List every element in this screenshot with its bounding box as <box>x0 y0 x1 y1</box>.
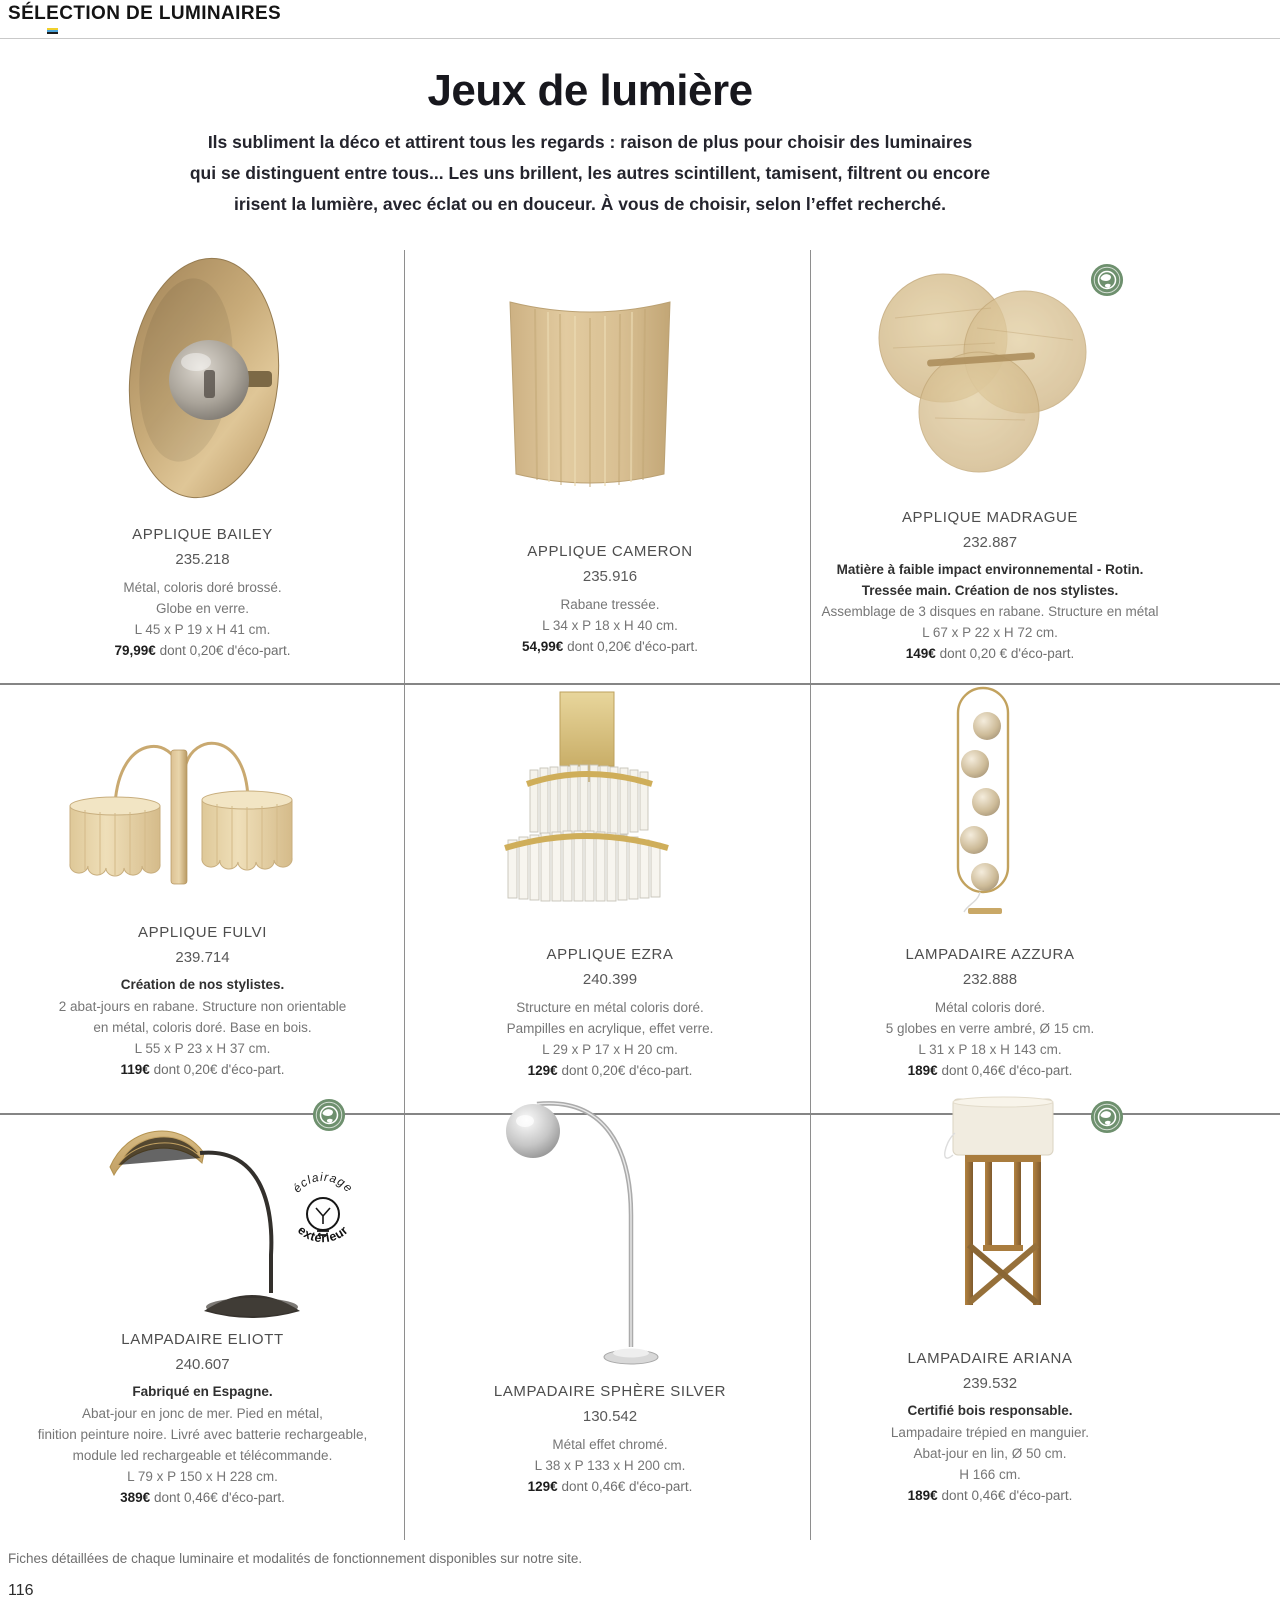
intro-line: Ils subliment la déco et attirent tous les regards : raison de plus pour choisir des luminaires <box>207 132 973 152</box>
product-desc: 2 abat-jours en rabane. Structure non orientable <box>58 998 347 1014</box>
applique-bailey-photo <box>112 252 297 504</box>
product-ref: 235.218 <box>175 551 230 568</box>
product-card-ariana <box>815 1350 1165 1507</box>
applique-fulvi-photo <box>52 698 307 890</box>
product-highlight: Matière à faible impact environnemental - Rotin. <box>836 562 1144 577</box>
product-price: 79,99€ dont 0,20€ d'éco-part. <box>114 643 291 658</box>
product-desc: Métal, coloris doré brossé. <box>123 580 282 595</box>
grid-horizontal-divider <box>0 683 1280 685</box>
product-ref: 232.887 <box>962 534 1018 551</box>
product-dimensions: L 34 x P 18 x H 40 cm. <box>542 618 678 633</box>
product-dimensions: L 29 x P 17 x H 20 cm. <box>542 1042 678 1057</box>
product-desc: Abat-jour en lin, Ø 50 cm. <box>913 1445 1067 1461</box>
intro-line: qui se distinguent entre tous... Les uns brillent, les autres scintillent, tamisent, filtrent ou encore <box>189 163 991 183</box>
outdoor-lighting-icon <box>283 1158 363 1258</box>
product-desc: module led rechargeable et télécommande. <box>72 1447 333 1463</box>
product-desc: Rabane tressée. <box>560 597 660 612</box>
lampadaire-eliott-photo <box>100 1095 300 1330</box>
product-card-bailey <box>15 526 390 662</box>
product-name: APPLIQUE FULVI <box>138 924 267 941</box>
product-name: APPLIQUE EZRA <box>546 946 674 963</box>
product-dimensions: L 55 x P 23 x H 37 cm. <box>134 1040 271 1056</box>
intro-line: irisent la lumière, avec éclat ou en douceur. À vous de choisir, selon l’effet recherché. <box>234 194 946 214</box>
product-dimensions: H 166 cm. <box>959 1466 1021 1482</box>
product-name: LAMPADAIRE ARIANA <box>907 1350 1073 1367</box>
product-price: 149€ dont 0,20 € d'éco-part. <box>905 646 1075 661</box>
product-desc: Globe en verre. <box>155 601 250 616</box>
product-card-sphere-silver <box>415 1383 805 1498</box>
product-card-fulvi <box>15 924 390 1081</box>
svg-text:éclairage: éclairage <box>289 1169 357 1196</box>
product-desc: finition peinture noire. Livré avec batterie rechargeable, <box>37 1426 368 1442</box>
product-desc: en métal, coloris doré. Base en bois. <box>93 1019 312 1035</box>
product-price: 129€ dont 0,46€ d'éco-part. <box>527 1479 693 1494</box>
product-card-cameron <box>415 543 805 658</box>
product-price: 189€ dont 0,46€ d'éco-part. <box>907 1487 1073 1503</box>
product-name: APPLIQUE CAMERON <box>527 543 693 560</box>
product-card-ezra <box>415 946 805 1082</box>
product-ref: 240.399 <box>582 971 638 988</box>
product-desc: Lampadaire trépied en manguier. <box>890 1424 1090 1440</box>
product-desc: Assemblage de 3 disques en rabane. Structure en métal <box>821 604 1159 619</box>
lampadaire-ariana-photo <box>925 1093 1080 1333</box>
product-highlight: Fabriqué en Espagne. <box>132 1384 273 1399</box>
product-desc: Métal coloris doré. <box>934 1000 1046 1015</box>
intro-paragraph <box>0 127 1180 220</box>
product-ref: 232.888 <box>962 971 1018 988</box>
product-desc: Abat-jour en jonc de mer. Pied en métal, <box>82 1405 323 1421</box>
lampadaire-azzura-photo <box>930 682 1036 918</box>
product-desc: Pampilles en acrylique, effet verre. <box>506 1021 714 1036</box>
product-price: 189€ dont 0,46€ d'éco-part. <box>907 1063 1073 1078</box>
product-dimensions: L 38 x P 133 x H 200 cm. <box>534 1458 686 1473</box>
product-highlight: Création de nos stylistes. <box>120 977 285 992</box>
product-desc: Métal effet chromé. <box>552 1437 668 1452</box>
product-name: LAMPADAIRE SPHÈRE SILVER <box>493 1383 727 1400</box>
product-dimensions: L 79 x P 150 x H 228 cm. <box>127 1468 278 1484</box>
product-name: APPLIQUE BAILEY <box>132 526 273 543</box>
header-divider <box>0 38 1280 39</box>
page-title: Jeux de lumière <box>427 66 753 115</box>
applique-cameron-photo <box>500 276 680 496</box>
lampadaire-sphere-silver-photo <box>483 1095 683 1385</box>
print-registration-mark <box>47 28 58 34</box>
product-ref: 239.714 <box>175 949 230 966</box>
product-card-azzura <box>815 946 1165 1082</box>
product-dimensions: L 67 x P 22 x H 72 cm. <box>922 625 1058 640</box>
product-name: LAMPADAIRE AZZURA <box>905 946 1075 963</box>
product-dimensions: L 45 x P 19 x H 41 cm. <box>134 622 271 637</box>
product-desc: Structure en métal coloris doré. <box>516 1000 704 1015</box>
footer-note: Fiches détaillées de chaque luminaire et modalités de fonctionnement disponibles sur notre site. <box>8 1551 583 1566</box>
product-price: 389€ dont 0,46€ d'éco-part. <box>120 1489 285 1505</box>
svg-text:extérieur: extérieur <box>295 1222 351 1246</box>
product-dimensions: L 31 x P 18 x H 143 cm. <box>918 1042 1062 1057</box>
product-highlight: Tressée main. Création de nos stylistes. <box>861 582 1119 598</box>
product-ref: 239.532 <box>962 1375 1018 1392</box>
product-card-eliott <box>15 1331 390 1509</box>
product-name: LAMPADAIRE ELIOTT <box>121 1331 284 1348</box>
product-name: APPLIQUE MADRAGUE <box>901 509 1079 526</box>
eco-globe-icon <box>312 1098 346 1132</box>
eco-globe-icon <box>1090 1100 1124 1134</box>
eco-globe-icon <box>1090 263 1124 297</box>
product-price: 129€ dont 0,20€ d'éco-part. <box>527 1063 693 1078</box>
section-header: SÉLECTION DE LUMINAIRES <box>8 3 282 24</box>
product-ref: 130.542 <box>582 1408 638 1425</box>
product-price: 54,99€ dont 0,20€ d'éco-part. <box>522 639 698 654</box>
grid-vertical-divider <box>810 250 811 1540</box>
product-desc: 5 globes en verre ambré, Ø 15 cm. <box>885 1021 1095 1036</box>
product-price: 119€ dont 0,20€ d'éco-part. <box>120 1061 285 1077</box>
applique-ezra-photo <box>472 688 700 903</box>
applique-madrague-photo <box>865 248 1100 496</box>
grid-vertical-divider <box>404 250 405 1540</box>
page-number: 116 <box>8 1582 34 1599</box>
product-ref: 235.916 <box>582 568 638 585</box>
product-highlight: Certifié bois responsable. <box>907 1403 1073 1418</box>
product-card-madrague <box>815 509 1165 665</box>
product-ref: 240.607 <box>175 1356 230 1373</box>
